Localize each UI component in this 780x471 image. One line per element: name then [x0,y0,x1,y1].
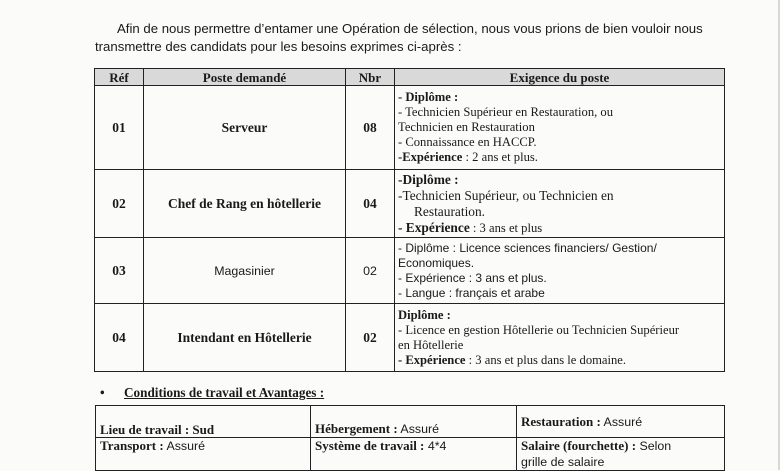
salaire-label: Salaire (fourchette) : [521,438,637,453]
exig-line: - Diplôme : Licence sciences financiers/ Gestion/ [398,240,657,255]
hebergement-label: Hébergement : [315,421,398,436]
row-poste: Intendant en Hôtellerie [144,304,346,372]
exig-line: Restauration. [414,203,486,219]
row-exigence [395,170,725,238]
row-nbr: 08 [346,86,395,170]
row-poste: Chef de Rang en hôtellerie [144,170,346,238]
exig-value: : 2 ans et plus. [462,150,538,164]
exig-line: - Licence en gestion Hôtellerie ou Technicien Supérieur [398,322,680,337]
exig-line: - Expérience : 3 ans et plus. [398,270,547,285]
conditions-title: Conditions de travail et Avantages : [124,385,325,400]
row-nbr: 02 [346,304,395,372]
exig-line: - Technicien Supérieur en Restauration, ou [398,105,614,119]
row-ref: 02 [95,170,144,238]
lieu-label: Lieu de travail : Sud [100,422,215,437]
table-row [95,304,725,372]
salaire-value-2: grille de salaire [521,455,605,469]
transport-cell [96,438,311,471]
table-row [95,86,725,170]
systeme-value: 4*4 [424,439,447,453]
exig-line: -Diplôme : [398,171,459,187]
exig-label: - Expérience [398,219,470,235]
exig-label: - Expérience [398,352,466,367]
header-exigence: Exigence du poste [395,69,725,86]
exig-line: Diplôme : [398,307,451,322]
exig-line: - Langue : français et arabe [398,285,545,300]
header-poste: Poste demandé [144,69,346,86]
positions-table [94,68,725,372]
table-row [95,238,725,304]
row-ref: 01 [95,86,144,170]
row-exigence [395,86,725,170]
intro-line-2: transmettre des candidats pour les besoins exprimes ci-après : [95,39,462,54]
exig-line: en Hôtellerie [398,337,464,352]
table-row [96,406,725,438]
row-nbr: 04 [346,170,395,238]
systeme-cell [311,438,517,471]
header-nbr: Nbr [346,69,395,86]
row-exigence [395,304,725,372]
exig-line: - Connaissance en HACCP. [398,135,537,149]
table-row [96,438,725,471]
conditions-table [95,405,725,471]
salaire-value: Selon [636,439,672,453]
row-poste: Serveur [144,86,346,170]
conditions-heading [100,385,324,401]
transport-value: Assuré [163,439,206,453]
systeme-label: Système de travail : [315,438,425,453]
restauration-cell [517,406,725,438]
hebergement-cell [311,406,517,438]
exig-value: : 3 ans et plus dans le domaine. [465,352,627,367]
exig-line: - Diplôme : [398,90,459,104]
intro-line-1: Afin de nous permettre d’entamer une Opération de sélection, nous vous prions de bien vouloir nous [117,21,703,36]
exig-line: Economiques. [398,255,475,270]
exig-line: -Technicien Supérieur, ou Technicien en [398,187,614,203]
row-nbr: 02 [346,238,395,304]
row-poste: Magasinier [144,238,346,304]
table-header-row [95,69,725,86]
exig-value: : 3 ans et plus [469,220,543,235]
lieu-cell [96,406,311,438]
table-row [95,170,725,238]
hebergement-value: Assuré [397,422,439,436]
bullet-icon: • [100,385,105,400]
row-ref: 03 [95,238,144,304]
exig-line: Technicien en Restauration [398,120,535,134]
row-exigence [395,238,725,304]
restauration-label: Restauration : [521,413,601,429]
exig-label: -Expérience [398,150,463,164]
header-ref: Réf [95,69,144,86]
row-ref: 04 [95,304,144,372]
salaire-cell [517,438,725,471]
transport-label: Transport : [100,438,164,453]
restauration-value: Assuré [600,414,643,429]
intro-paragraph [95,20,735,56]
